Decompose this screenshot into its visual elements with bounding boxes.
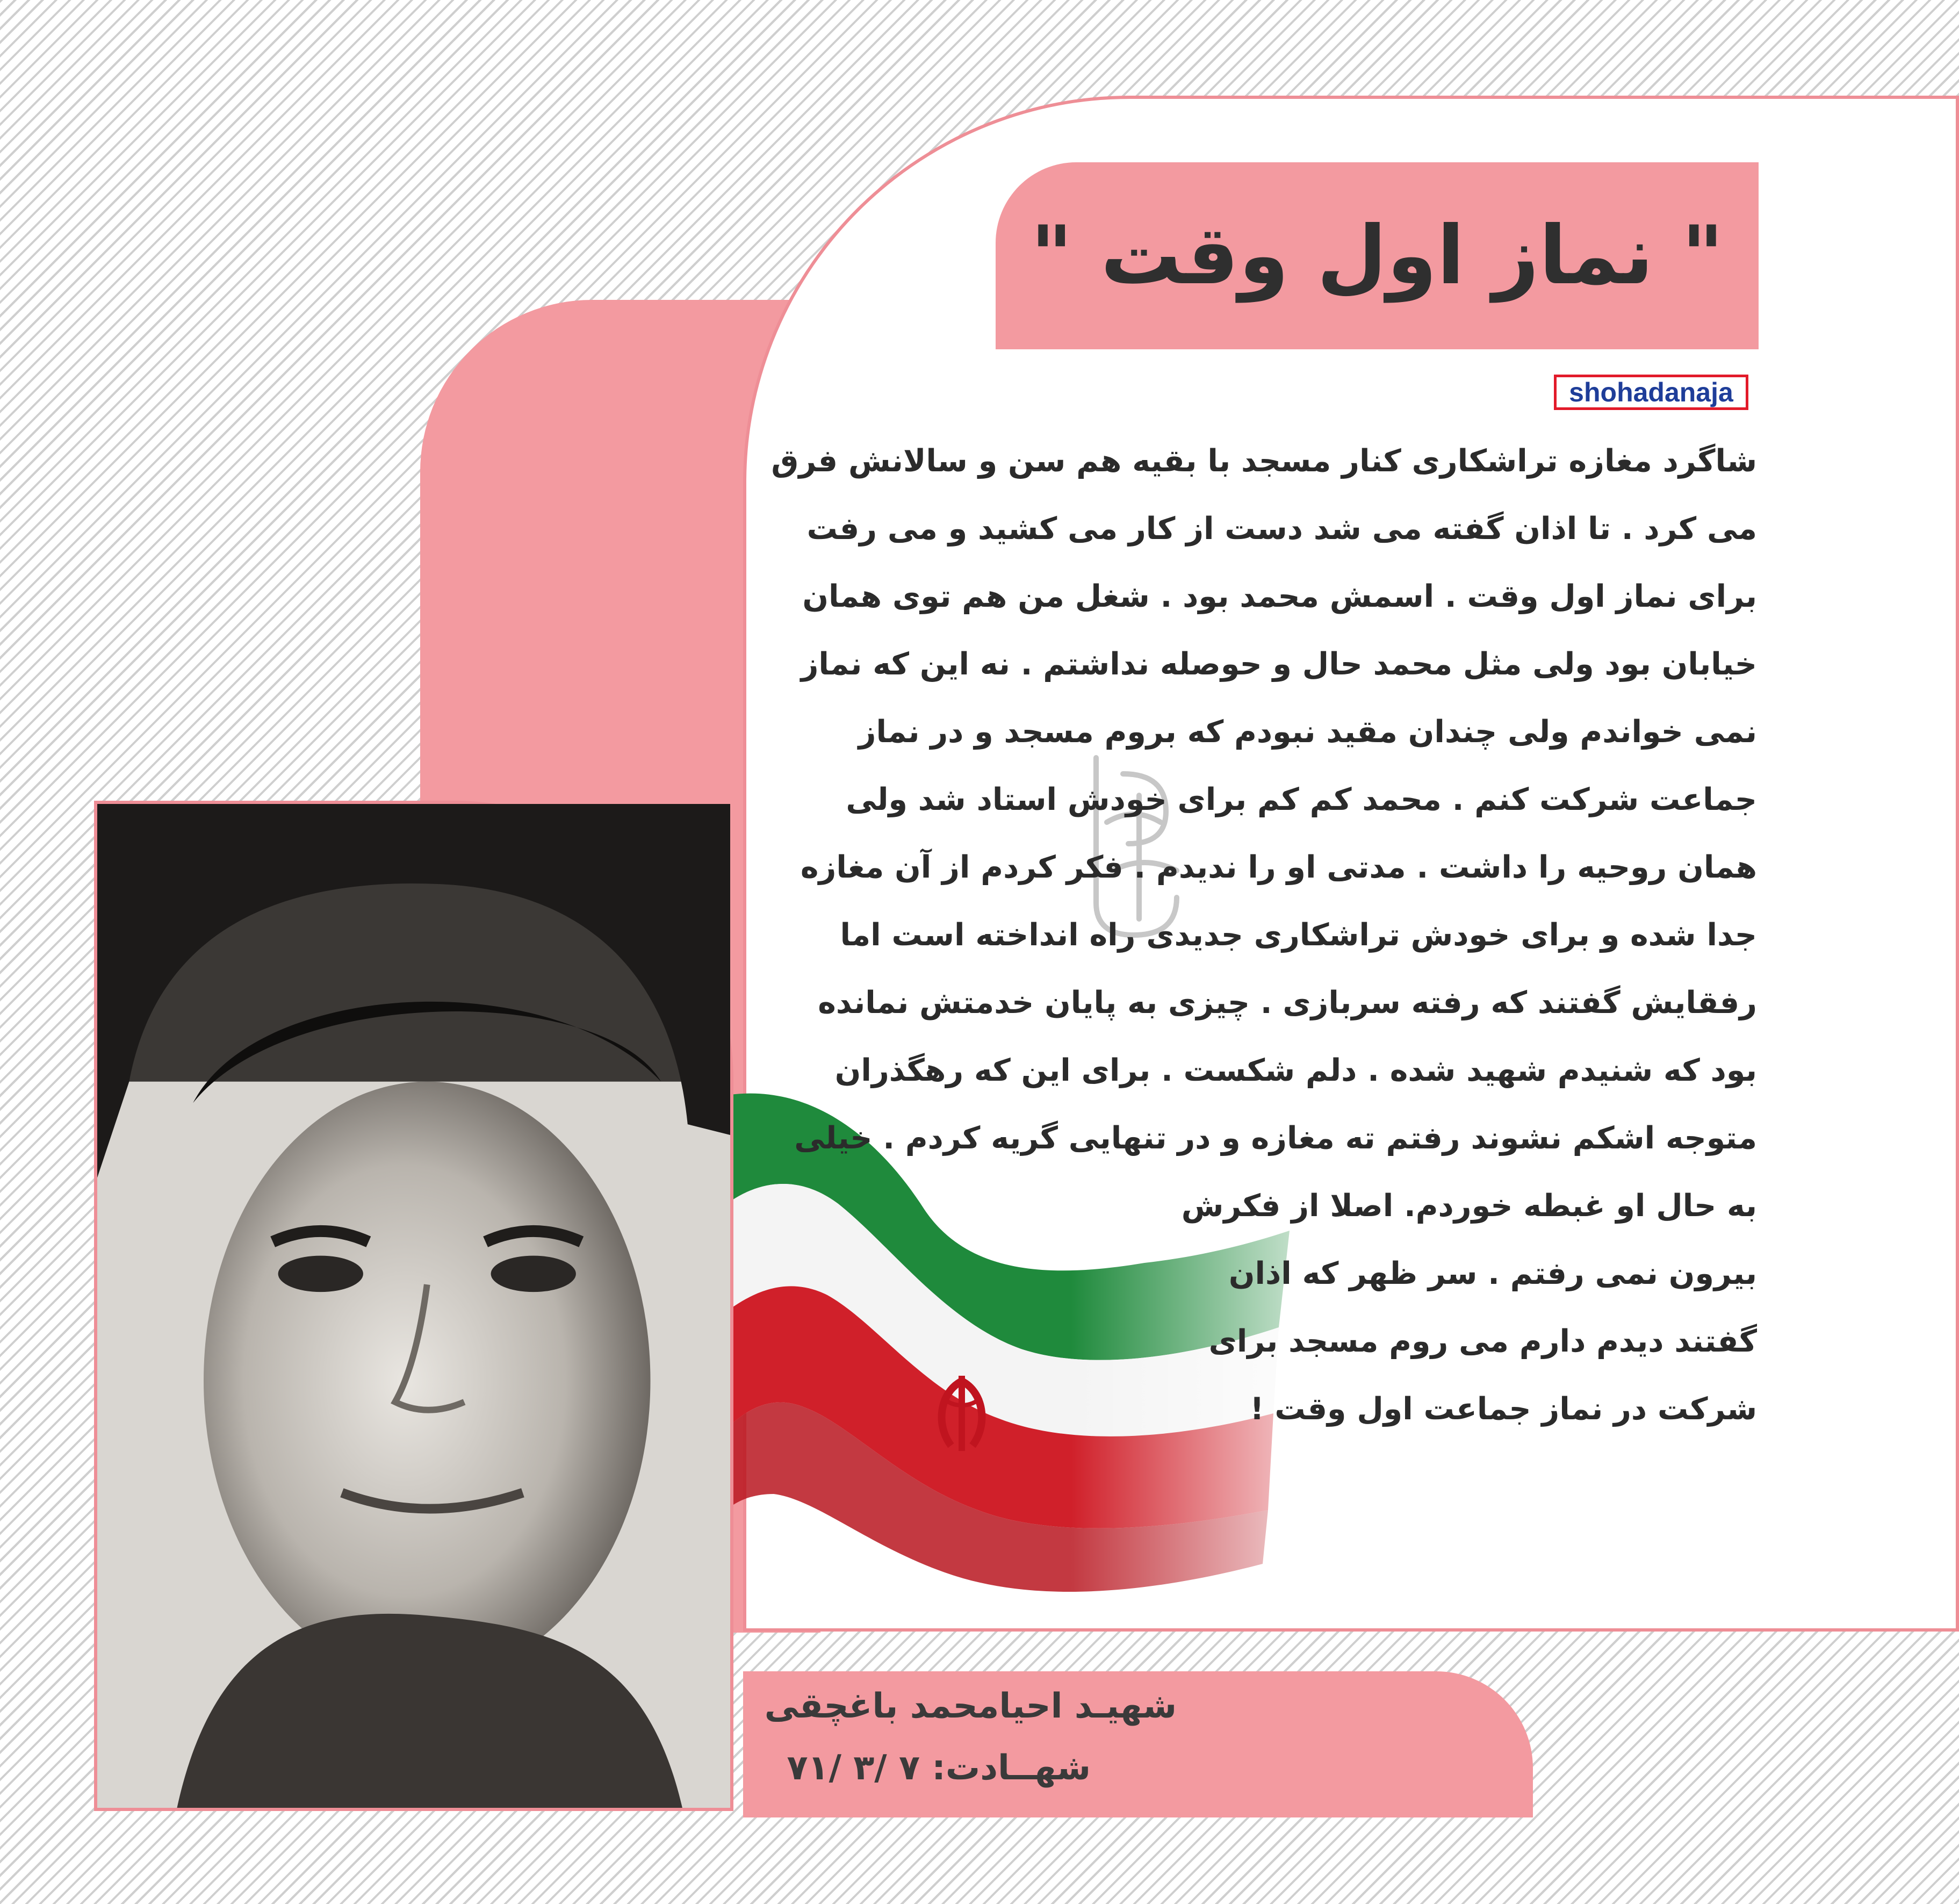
story-line: جدا شده و برای خودش تراشکاری جدیدی راه انداخته است اما bbox=[840, 917, 1757, 953]
story-line: خیابان بود ولی مثل محمد حال و حوصله نداشتم . نه این که نماز bbox=[801, 646, 1757, 682]
story-line: شاگرد مغازه تراشکاری کنار مسجد با بقیه هم سن و سالانش فرق bbox=[771, 443, 1757, 479]
story-line: بیرون نمی رفتم . سر ظهر که اذان bbox=[1228, 1256, 1757, 1291]
story-text bbox=[771, 427, 1757, 1432]
source-tag-label: shohadanaja bbox=[1569, 377, 1733, 407]
story-line: جماعت شرکت کنم . محمد کم کم برای خودش استاد شد ولی bbox=[846, 782, 1757, 817]
page-title: " نماز اول وقت " bbox=[1031, 209, 1724, 303]
story-line: رفقایش گفتند که رفته سربازی . چیزی به پایان خدمتش نمانده bbox=[818, 985, 1757, 1021]
martyr-portrait-frame bbox=[94, 801, 733, 1811]
martyrdom-date: شهــادت: ۷ /۳ /۷۱ bbox=[787, 1748, 1091, 1788]
story-line: بود که شنیدم شهید شده . دلم شکست . برای این که رهگذران bbox=[834, 1053, 1757, 1088]
story-line: گفتند دیدم دارم می روم مسجد برای bbox=[1208, 1324, 1757, 1359]
story-line: به حال او غبطه خوردم. اصلا از فکرش bbox=[1181, 1188, 1757, 1224]
story-line: متوجه اشکم نشوند رفتم ته مغازه و در تنهایی گریه کردم . خیلی bbox=[794, 1120, 1757, 1156]
story-line: نمی خواندم ولی چندان مقید نبودم که بروم مسجد و در نماز bbox=[858, 714, 1757, 750]
story-line: همان روحیه را داشت . مدتی او را ندیدم . فکر کردم از آن مغازه bbox=[800, 850, 1757, 885]
story-line: برای نماز اول وقت . اسمش محمد بود . شغل من هم توی همان bbox=[802, 579, 1757, 614]
story-line: شرکت در نماز جماعت اول وقت ! bbox=[1250, 1391, 1757, 1427]
martyr-portrait bbox=[97, 804, 730, 1808]
story-line: می کرد . تا اذان گفته می شد دست از کار می کشید و می رفت bbox=[806, 511, 1757, 547]
source-tag bbox=[1554, 375, 1748, 410]
title-banner bbox=[996, 162, 1759, 349]
martyr-name: شهیـد احیامحمد باغچقی bbox=[764, 1686, 1177, 1726]
